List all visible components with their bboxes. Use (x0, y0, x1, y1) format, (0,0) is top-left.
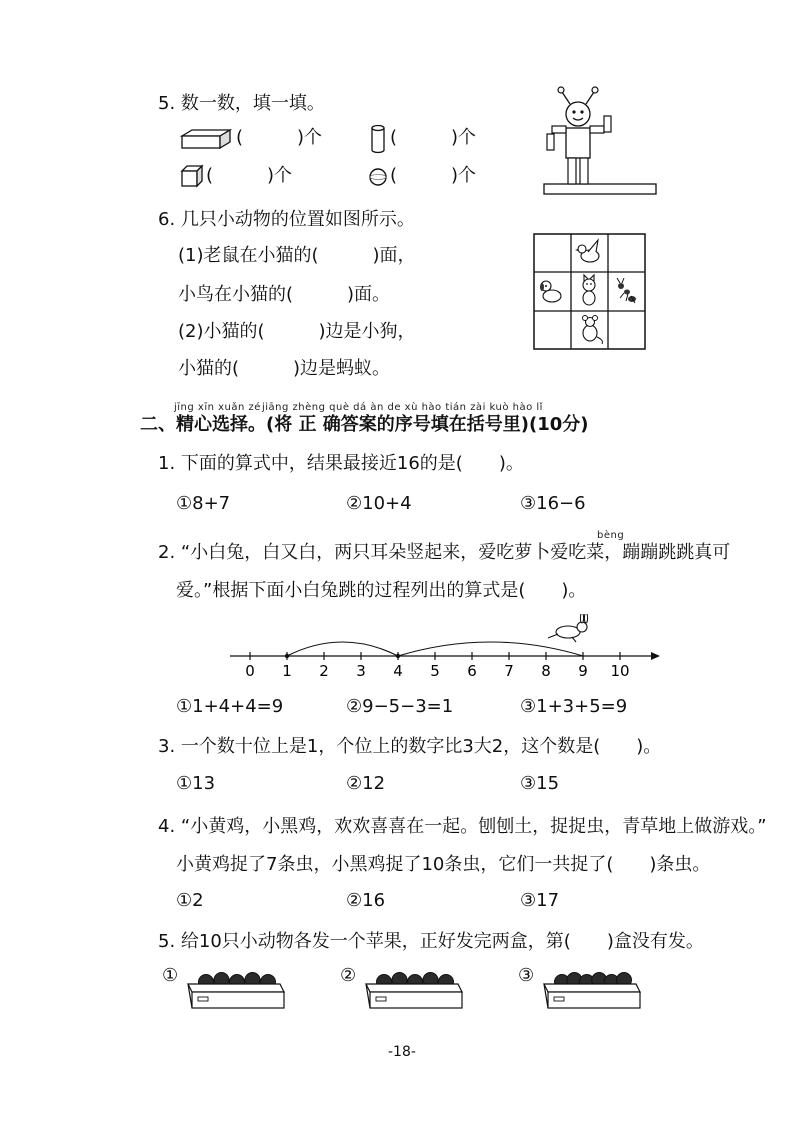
choice-q2-option-1[interactable]: ①1+4+4=9 (176, 696, 284, 717)
q6-line-4: 小猫的( )边是蚂蚁。 (178, 358, 391, 379)
jump-arc (287, 642, 398, 656)
number-line-label: 5 (430, 662, 440, 680)
choice-q1-option-2[interactable]: ②10+4 (346, 493, 412, 514)
choice-q5-label-1[interactable]: ① (162, 965, 179, 986)
choice-q1-text: 1. 下面的算式中，结果最接近16的是( )。 (158, 453, 524, 474)
q5-blank-cube[interactable]: ( )个 (206, 165, 293, 186)
number-line-label: 3 (356, 662, 366, 680)
number-line-label: 2 (319, 662, 329, 680)
apple-box-1 (184, 964, 286, 1012)
q6-line-3: (2)小猫的( )边是小狗， (178, 321, 416, 342)
cuboid-icon (180, 128, 232, 150)
choice-q2-option-3[interactable]: ③1+3+5=9 (520, 696, 628, 717)
number-line-label: 4 (393, 662, 403, 680)
q5-blank-cuboid[interactable]: ( )个 (236, 127, 323, 148)
choice-q5-label-3[interactable]: ③ (518, 965, 535, 986)
choice-q4-option-3[interactable]: ③17 (520, 890, 560, 911)
cylinder-icon (370, 124, 386, 154)
cube-icon (180, 164, 204, 188)
choice-q4-line-2: 小黄鸡捉了7条虫，小黑鸡捉了10条虫，它们一共捉了( )条虫。 (176, 854, 711, 875)
apple-box-2 (362, 964, 464, 1012)
choice-q2-line-1: 2. “小白兔，白又白，两只耳朵竖起来，爱吃萝卜爱吃菜，蹦蹦跳跳真可 (158, 542, 731, 563)
choice-q3-text: 3. 一个数十位上是1，个位上的数字比3大2，这个数是( )。 (158, 736, 662, 757)
rabbit-icon (548, 614, 588, 642)
section-2-heading: 二、精心选择。(将 正 确答案的序号填在括号里)(10分) (140, 414, 589, 435)
animal-grid (532, 232, 648, 352)
apple-box-3 (540, 964, 642, 1012)
jump-arc (398, 642, 583, 656)
number-line-label: 1 (282, 662, 292, 680)
pinyin-beng: bèng (597, 530, 625, 541)
q5-title: 5. 数一数，填一填。 (158, 93, 325, 114)
choice-q4-line-1: 4. “小黄鸡，小黑鸡，欢欢喜喜在一起。刨刨土，捉捉虫，青草地上做游戏。” (158, 816, 767, 837)
choice-q4-option-1[interactable]: ①2 (176, 890, 204, 911)
choice-q3-option-1[interactable]: ①13 (176, 773, 216, 794)
pinyin-jingxinxuanze: jīng xīn xuǎn zé (174, 402, 261, 413)
sphere-icon (368, 167, 388, 187)
q6-title: 6. 几只小动物的位置如图所示。 (158, 209, 415, 230)
jump-point (396, 654, 400, 658)
choice-q4-option-2[interactable]: ②16 (346, 890, 386, 911)
choice-q5-label-2[interactable]: ② (340, 965, 357, 986)
choice-q3-option-3[interactable]: ③15 (520, 773, 560, 794)
q5-blank-cylinder[interactable]: ( )个 (390, 127, 477, 148)
q5-blank-sphere[interactable]: ( )个 (390, 165, 477, 186)
choice-q2-option-2[interactable]: ②9−5−3=1 (346, 696, 454, 717)
number-line (226, 614, 662, 684)
pinyin-instruction: jiāng zhèng què dá àn de xù hào tián zài kuò hào lǐ (262, 402, 543, 413)
choice-q1-option-3[interactable]: ③16−6 (520, 493, 586, 514)
choice-q2-line-2: 爱。”根据下面小白兔跳的过程列出的算式是( )。 (176, 580, 587, 601)
choice-q3-option-2[interactable]: ②12 (346, 773, 386, 794)
choice-q5-text: 5. 给10只小动物各发一个苹果，正好发完两盒，第( )盒没有发。 (158, 931, 704, 952)
robot-illustration (538, 84, 660, 200)
number-line-label: 6 (467, 662, 477, 680)
q6-line-1: (1)老鼠在小猫的( )面， (178, 245, 416, 266)
q6-line-2: 小鸟在小猫的( )面。 (178, 284, 391, 305)
jump-point (285, 654, 289, 658)
number-line-label: 10 (610, 662, 630, 680)
page-number: -18- (388, 1044, 416, 1060)
number-line-label: 8 (541, 662, 551, 680)
choice-q1-option-1[interactable]: ①8+7 (176, 493, 231, 514)
number-line-label: 0 (245, 662, 255, 680)
number-line-label: 9 (578, 662, 588, 680)
number-line-arrow (651, 652, 660, 660)
number-line-label: 7 (504, 662, 514, 680)
